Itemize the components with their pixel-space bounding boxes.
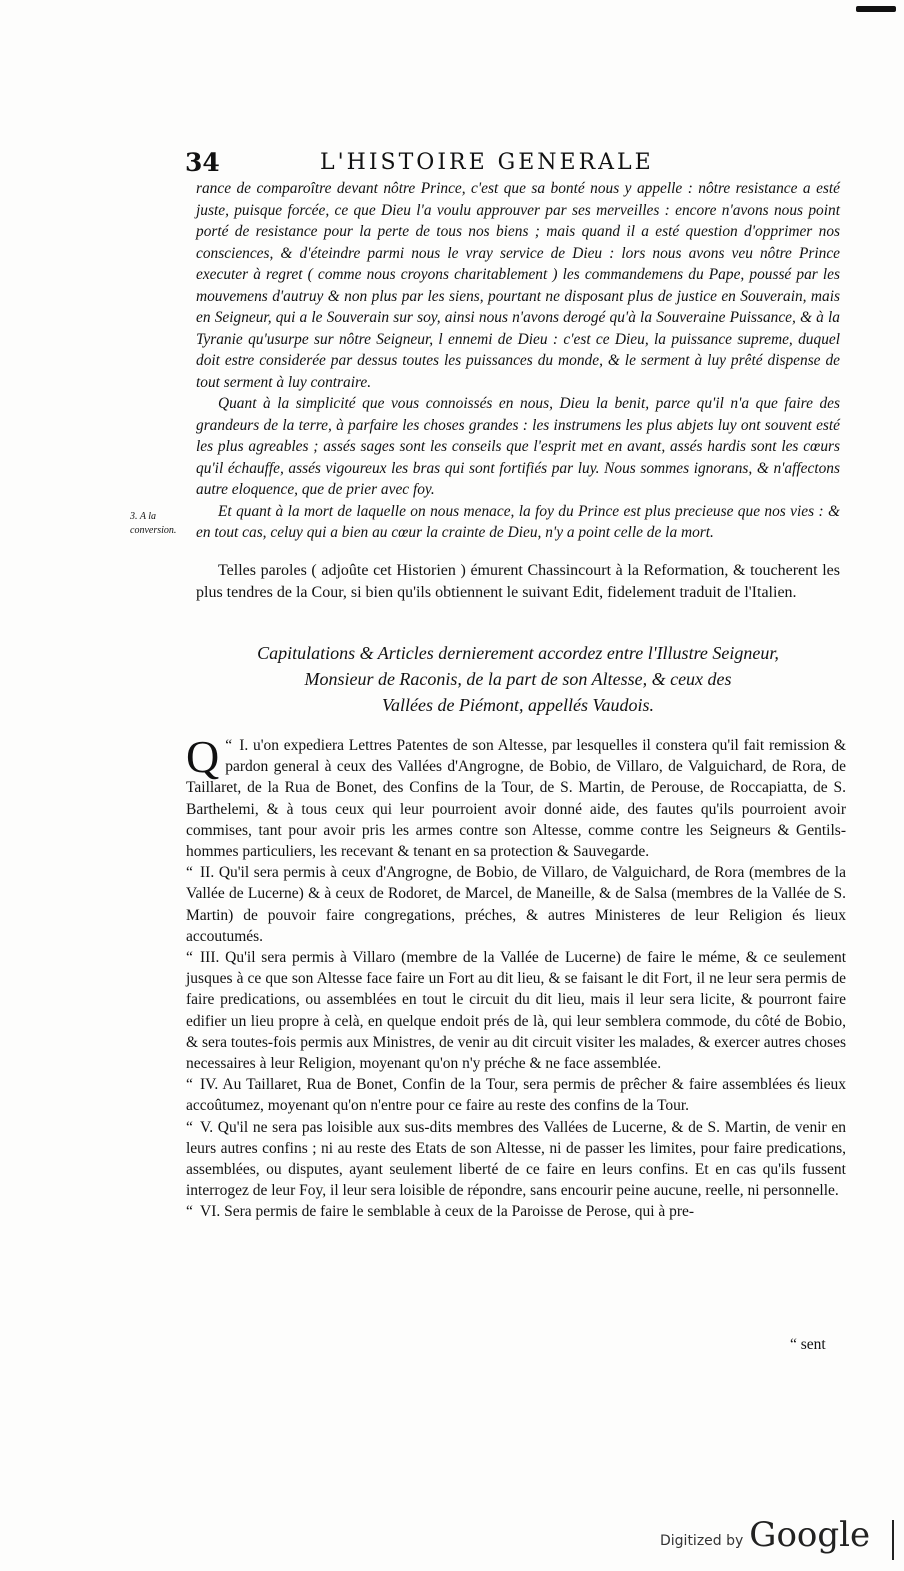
article-text: V. Qu'il ne sera pas loisible aux sus-dits membres des Vallées de Lucerne, & de S. Martin, de venir en leurs autres confins ; ni au reste des Etats de son Altesse, ni de passer les limites, pour faire predications, assemblées, ou disputes, ayant seulement liberté de ce faire en leurs confins. Et en cas qu'ils fussent interrogez de leur Foy, il leur sera loisible de répondre, sans encourir peine aucune, reelle, ni personnelle. <box>186 1118 846 1200</box>
running-head <box>185 148 845 180</box>
scan-edge-mark <box>856 6 896 12</box>
speech-paragraph: Quant à la simplicité que vous connoissés en nous, Dieu la benit, parce qu'il n'a que faire des grandeurs de la terre, à parfaire les choses grandes : les instrumens les plus abjets luy ont souvent esté les plus agreables ; assés sages sont les conseils que l'esprit met en avant, assés hardis sont les cœurs qu'il échauffe, assés vigoureux les bras qui sont fortifiés par luy. Nous sommes ignorans, & n'affectons autre eloquence, que de prier avec foy. <box>196 395 840 498</box>
article-text: VI. Sera permis de faire le semblable à ceux de la Paroisse de Perose, qui à pre- <box>200 1203 695 1221</box>
speech-block <box>196 178 840 544</box>
catchword: “ sent <box>790 1336 826 1353</box>
article-4: “ IV. Au Taillaret, Rua de Bonet, Confin de la Tour, sera permis de prêcher & faire assemblées és lieux accoûtumez, moyenant qu'on n'entre pour ce faire au reste des confins de la Tour. <box>186 1076 846 1115</box>
article-3: “ III. Qu'il sera permis à Villaro (membre de la Vallée de Lucerne) de faire le méme, & ce seulement jusques à ce que son Altesse face faire un Fort au dit lieu, & se faisant le dit Fort, il ne leur sera permis de faire predications, ou assemblées en tout le circuit du dit lieu, mais il leur sera licite, & pourront faire edifier un lieu propre à celà, en quelque endoit prés de là, qui leur semblera commode, du côté de Bobio, & sera toutes-fois permis aux Ministres, de venir au dit circuit visiter les malades, & exercer autres choses necessaires à leur Religion, moyenant qu'on n'y préche & ne face assemblée. <box>186 949 846 1073</box>
heading-line: Capitulations & Articles dernierement accordez entre l'Illustre Seigneur, <box>257 643 779 663</box>
article-5: “ V. Qu'il ne sera pas loisible aux sus-dits membres des Vallées de Lucerne, & de S. Martin, de venir en leurs autres confins ; ni au reste des Etats de son Altesse, ni de passer les limites, pour faire predications, assemblées, ou disputes, ayant seulement liberté de ce faire en leurs confins. Et en cas qu'ils fussent interrogez de leur Foy, il leur sera loisible de répondre, sans encourir peine aucune, reelle, ni personnelle. <box>186 1118 846 1200</box>
narrative-block <box>196 560 840 603</box>
drop-capital: Q <box>186 731 220 782</box>
page-number: 34 <box>185 148 220 177</box>
article-text: III. Qu'il sera permis à Villaro (membre de la Vallée de Lucerne) de faire le méme, & ce seulement jusques à ce que son Altesse face faire un Fort au dit lieu, & se faisant le dit Fort, il ne leur sera permis de faire predications, ou assemblées en tout le circuit du dit lieu, mais il leur sera licite, & pourront faire edifier un lieu propre à celà, en quelque endoit prés de là, qui leur semblera commode, du côté de Bobio, & sera toutes-fois permis aux Ministres, de venir au dit circuit visiter les malades, & exercer autres choses necessaires à leur Religion, moyenant qu'on n'y préche & ne face assemblée. <box>186 949 846 1073</box>
section-heading <box>196 640 840 718</box>
digitized-watermark <box>660 1515 870 1555</box>
article-2: “ II. Qu'il sera permis à ceux d'Angrogne, de Bobio, de Villaro, de Valguichard, de Rora (membres de la Vallée de Lucerne) & à ceux de Rodoret, de Marcel, de Maneille, & de Salsa (membres de la Vallée de S. Martin) de pouvoir faire congregations, préches, & autres Ministeres de leur Religion és lieux accoutumés. <box>186 864 846 945</box>
articles-list <box>186 731 846 1223</box>
speech-paragraph: rance de comparoître devant nôtre Prince, c'est que sa bonté nous y appelle : nôtre resistance a esté juste, puisque forcée, ce que Dieu l'a voulu approuver par ses merveilles : encore n'avons nous point porté de resistance pour la perte de tous nos biens ; mais quand il a esté question d'opprimer nos consciences, & d'éteindre parmi nous le vray service de Dieu : lors nous avons veu nôtre Prince executer à regret ( comme nous croyons charitablement ) les commandemens du Pape, poussé par les mouvemens d'autruy & non plus par les siens, pourtant ne disposant plus de justice en Souverain, mais en Seigneur, qui a le Souverain sur soy, ainsi nous n'avons derogé qu'à la Souveraine Puissance, & à la Tyranie qu'usurpe sur nôtre Seigneur, l ennemi de Dieu : c'est ce Dieu, la puissance supreme, duquel doit estre considerée par dessus toutes les puissances du monde, & le serment à luy prêté dispense de tout serment à luy contraire. <box>196 180 840 391</box>
watermark-prefix: Digitized by <box>660 1533 744 1549</box>
heading-line: Monsieur de Raconis, de la part de son Altesse, & ceux des <box>304 669 732 689</box>
article-1: “ I. Q u'on expediera Lettres Patentes de son Altesse, par lesquelles il constera qu'il fait remission & pardon general à ceux des Vallées d'Angrogne, de Bobio, de Villaro, de Valguichard, de Rora, de Taillaret, de la Rua de Bonet, des Confins de la Tour, de S. Martin, de Perouse, de Roccapiatta, de S. Barthelemi, & à tous ceux qui leur pourroient avoir donné aide, des fautes qu'ils pourroient avoir commises, tant pour avoir pris les armes contre son Altesse, comme contre les Seigneurs & Gentils-hommes particuliers, les recevant & tenant en sa protection & Sauvegarde. <box>186 731 846 861</box>
google-logo: Google <box>749 1515 871 1555</box>
scan-edge-line <box>892 1520 894 1560</box>
running-title: L'HISTOIRE GENERALE <box>320 150 654 175</box>
article-number: I. <box>239 737 249 754</box>
article-text: II. Qu'il sera permis à ceux d'Angrogne, de Bobio, de Villaro, de Valguichard, de Rora (membres de la Vallée de Lucerne) & à ceux de Rodoret, de Marcel, de Maneille, & de Salsa (membres de la Vallée de S. Martin) de pouvoir faire congregations, préches, & autres Ministeres de leur Religion és lieux accoutumés. <box>186 864 846 945</box>
margin-note: 3. A la conversion. <box>130 511 177 536</box>
article-6: “ VI. Sera permis de faire le semblable à ceux de la Paroisse de Perose, qui à pre- <box>186 1203 695 1221</box>
article-text: IV. Au Taillaret, Rua de Bonet, Confin de la Tour, sera permis de prêcher & faire assemblées és lieux accoûtumez, moyenant qu'on n'entre pour ce faire au reste des confins de la Tour. <box>186 1076 846 1115</box>
article-text: u'on expediera Lettres Patentes de son Altesse, par lesquelles il constera qu'il fait remission & pardon general à ceux des Vallées d'Angrogne, de Bobio, de Villaro, de Valguichard, de Rora, de Taillaret, de la Rua de Bonet, des Confins de la Tour, de S. Martin, de Perouse, de Roccapiatta, de S. Barthelemi, & à tous ceux qui leur pourroient avoir donné aide, des fautes qu'ils pourroient avoir commises, tant pour avoir pris les armes contre son Altesse, comme contre les Seigneurs & Gentils-hommes particuliers, les recevant & tenant en sa protection & Sauvegarde. <box>186 737 846 861</box>
speech-paragraph: Et quant à la mort de laquelle on nous menace, la foy du Prince est plus precieuse que nos vies : & en tout cas, celuy qui a bien au cœur la crainte de Dieu, n'y a point celle de la mort. <box>196 502 840 541</box>
narrative-paragraph: Telles paroles ( adjoûte cet Historien ) émurent Chassincourt à la Reformation, & toucherent les plus tendres de la Cour, si bien qu'ils obtiennent le suivant Edit, fidelement traduit de l'Italien. <box>196 562 840 601</box>
heading-line: Vallées de Piémont, appellés Vaudois. <box>382 695 654 715</box>
